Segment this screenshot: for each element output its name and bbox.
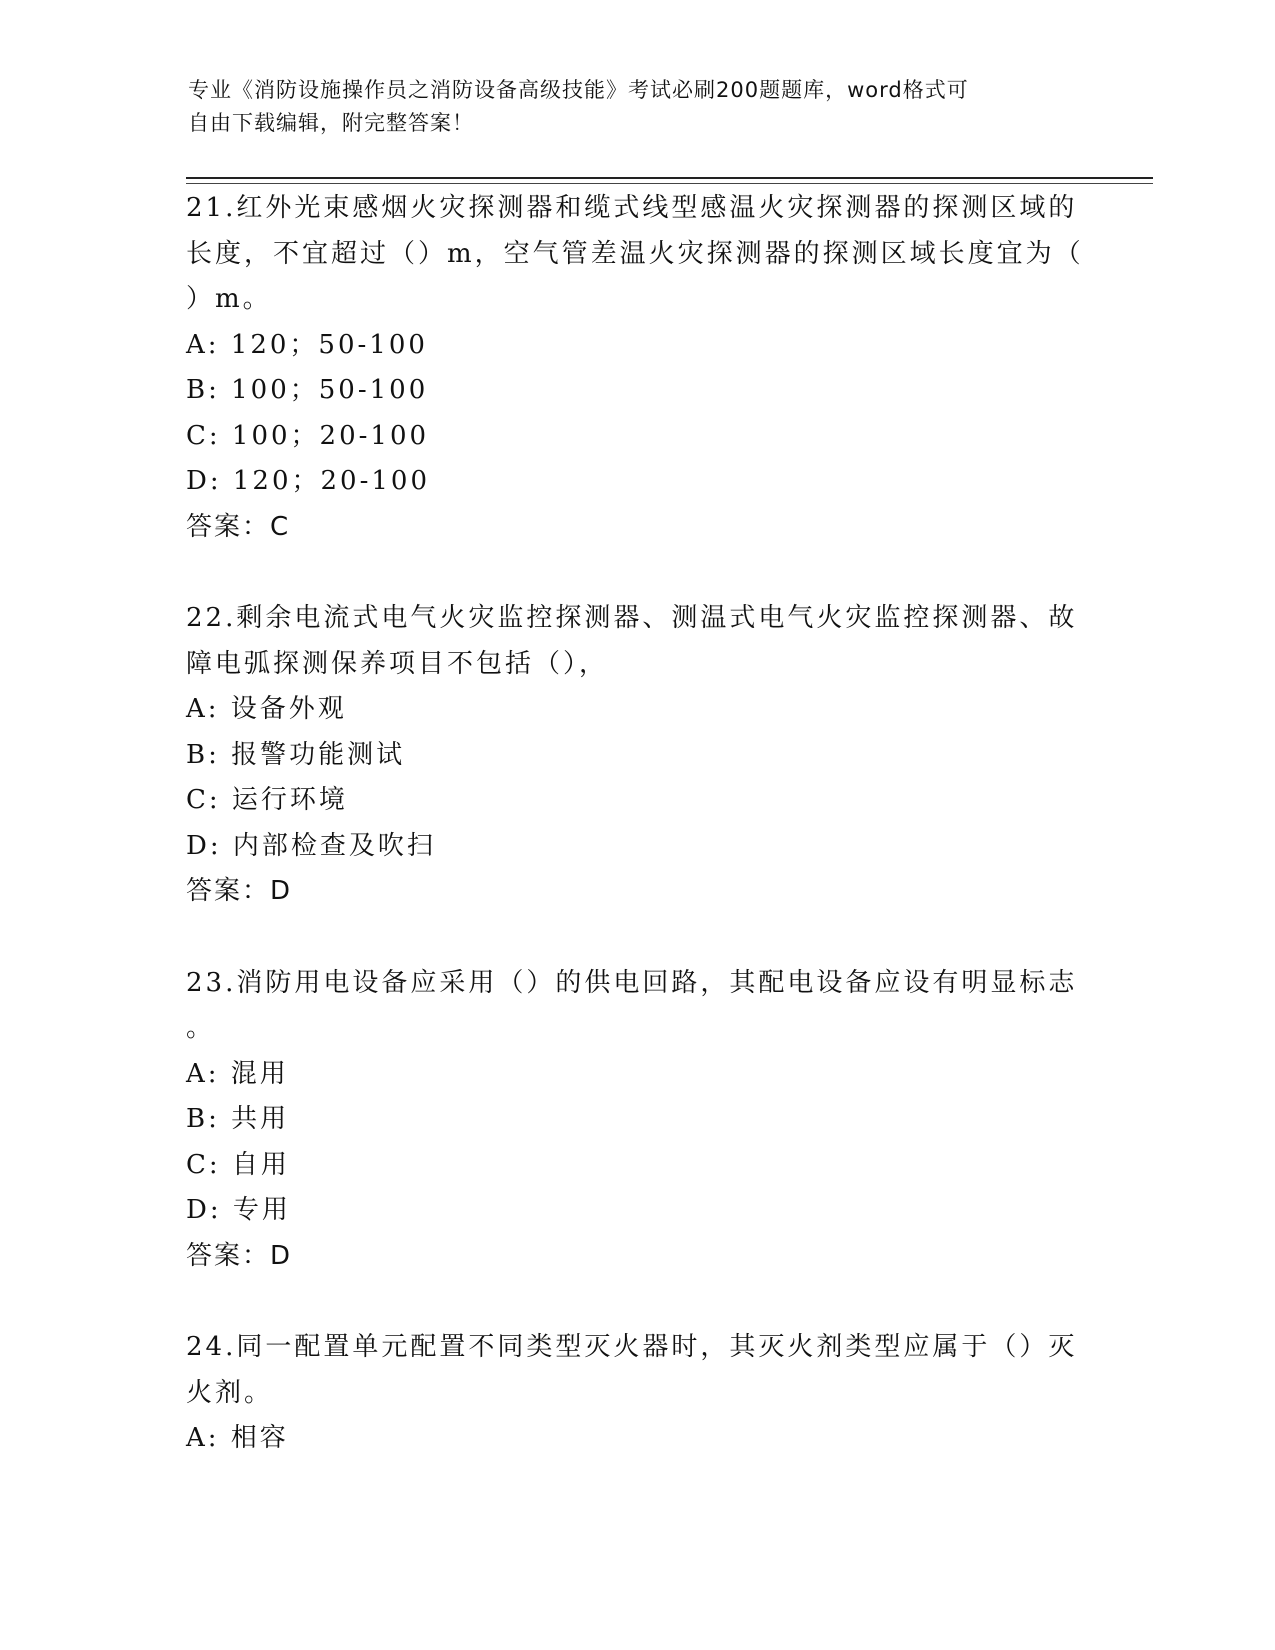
option-a: A: 混用 [186,1058,289,1089]
question-stem-line: 23.消防用电设备应采用（）的供电回路，其配电设备应设有明显标志 [186,967,1078,998]
question-stem-line: 24.同一配置单元配置不同类型灭火器时，其灭火剂类型应属于（）灭 [186,1332,1078,1362]
header-divider-thin [186,183,1153,184]
option-c: C: 100；20-100 [186,420,430,451]
question-stem-line: 火剂。 [186,1377,274,1408]
option-c: C: 自用 [186,1149,290,1180]
option-b: B: 共用 [186,1104,290,1134]
option-d: D: 内部检查及吹扫 [186,830,436,861]
option-a: A: 设备外观 [186,694,347,724]
option-b: B: 报警功能测试 [186,739,406,770]
question-stem-line: 22.剩余电流式电气火灾监控探测器、测温式电气火灾监控探测器、故 [186,603,1078,633]
question-stem-line: 长度，不宜超过（）m，空气管差温火灾探测器的探测区域长度宜为（ [186,238,1084,269]
option-d: D: 120；20-100 [186,466,430,496]
header-line-1: 专业《消防设施操作员之消防设备高级技能》考试必刷200题题库，word格式可 [188,78,969,102]
question-22 [186,596,1086,915]
question-21 [186,186,1086,550]
option-a: A: 120；50-100 [186,329,428,360]
question-stem-line: 障电弧探测保养项目不包括（）， [186,648,609,679]
question-stem-line: ）m。 [186,284,272,314]
question-stem-line: 。 [186,1013,216,1043]
option-a: A: 相容 [186,1423,289,1453]
answer-line: 答案：C [186,511,291,542]
question-list [186,186,1086,1508]
header-line-2: 自由下载编辑，附完整答案！ [188,111,474,135]
question-stem-line: 21.红外光束感烟火灾探测器和缆式线型感温火灾探测器的探测区域的 [186,193,1078,223]
option-b: B: 100；50-100 [186,375,429,405]
option-d: D: 专用 [186,1195,291,1225]
question-23 [186,961,1086,1280]
header-divider-thick [186,177,1153,179]
answer-line: 答案：D [186,1240,293,1271]
option-c: C: 运行环境 [186,785,348,815]
question-24 [186,1325,1086,1462]
document-header [188,74,1068,140]
answer-line: 答案：D [186,876,293,906]
